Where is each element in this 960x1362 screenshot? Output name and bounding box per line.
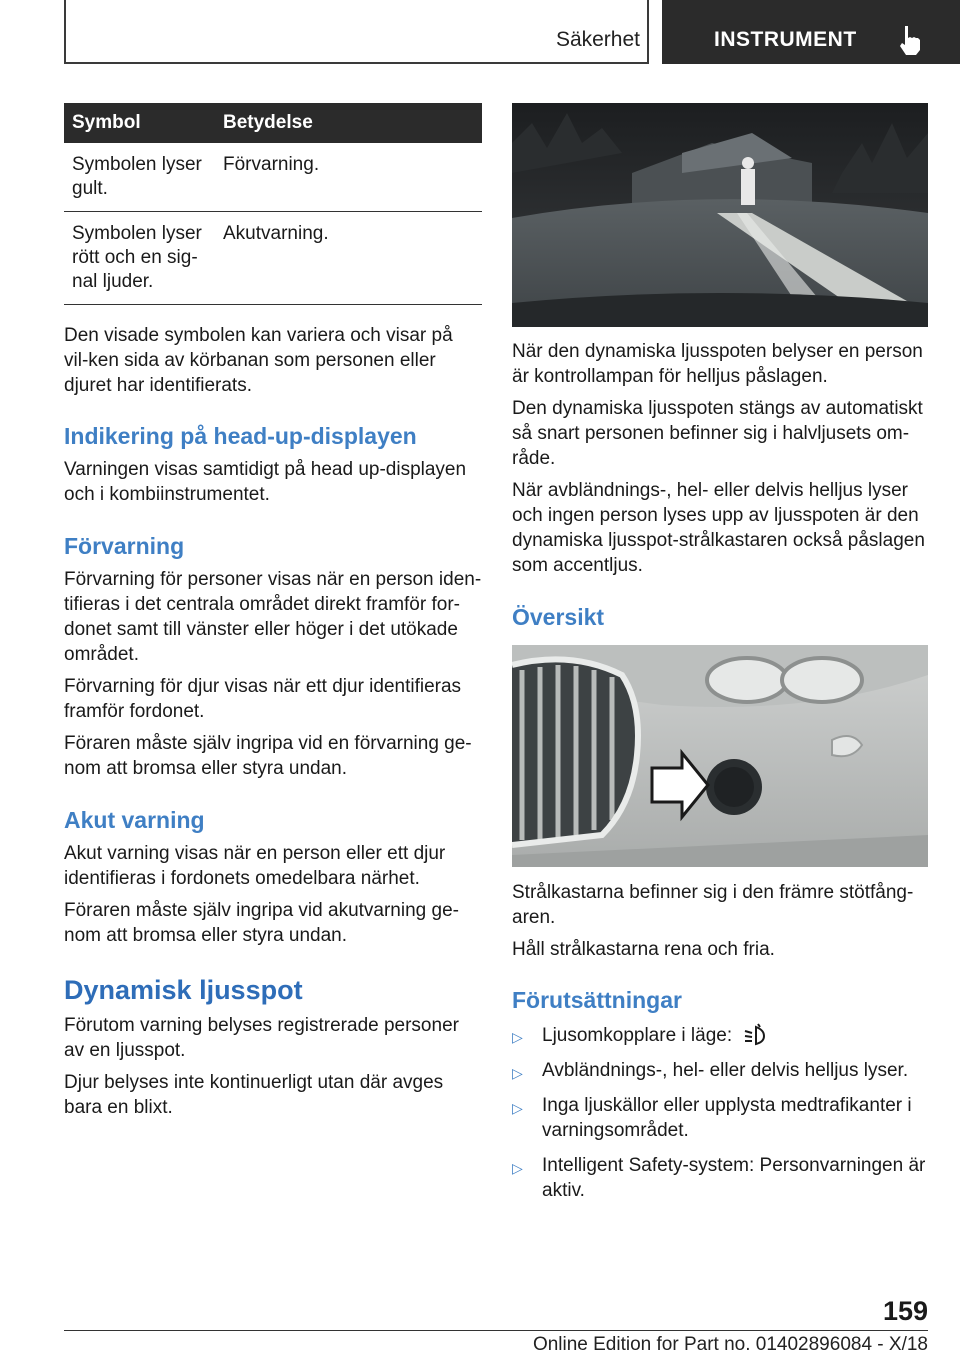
- header-chapter-label: INSTRUMENT: [714, 28, 857, 51]
- table-header-symbol: Symbol: [64, 103, 215, 143]
- dynamic-spot-paragraph-1: Förutom varning belyses registrerade personer av en ljusspot.: [64, 1015, 459, 1061]
- headlight-illustration: [512, 645, 928, 867]
- bullet-marker: ▷: [512, 1065, 523, 1081]
- list-item: [512, 1153, 928, 1203]
- list-item: [512, 1022, 928, 1048]
- intro-paragraph: Den visade symbolen kan variera och visar på vil-ken sida av körbanan som personen eller djuret har identifierats.: [64, 325, 453, 396]
- acute-warning-heading: Akut varning: [64, 807, 205, 833]
- header-section-label: Säkerhet: [555, 28, 640, 51]
- night-road-illustration: [512, 103, 928, 327]
- prewarning-paragraph-1: Förvarning för personer visas när en person iden-tifieras i det centrala området direkt framför for-donet samt till vänster eller höger i det utökade området.: [64, 569, 482, 665]
- list-item-text: Intelligent Safety-system: Personvarningen är aktiv.: [542, 1155, 926, 1201]
- footer-rule: [64, 1330, 928, 1331]
- bullet-marker: ▷: [512, 1100, 523, 1116]
- requirements-list: [512, 1022, 928, 1213]
- dynamic-spot-heading: Dynamisk ljusspot: [64, 975, 303, 1005]
- night-road-image: [512, 103, 928, 327]
- header-rule: [64, 62, 648, 64]
- table-cell: Förvarning.: [215, 143, 482, 212]
- spot-paragraph-2: Den dynamiska ljusspoten stängs av automatiskt så snart personen befinner sig i halvljusets om-råde.: [512, 398, 923, 469]
- spot-paragraph-3: När avbländnings-, hel- eller delvis helljus lyser och ingen person lyses upp av ljusspoten är den dynamiska ljusspot-strålkastaren också påslagen som accentljus.: [512, 480, 925, 576]
- table-cell: Symbolen lyser rött och en sig-nal ljuder.: [64, 212, 215, 305]
- headlight-image: [512, 645, 928, 867]
- pointing-hand-icon: [896, 24, 926, 56]
- acute-warning-paragraph-2: Föraren måste själv ingripa vid akutvarning ge-nom att bromsa eller styra undan.: [64, 900, 459, 946]
- table-header-meaning: Betydelse: [215, 103, 482, 143]
- header-left-border: [64, 0, 66, 64]
- table-cell: Symbolen lyser gult.: [64, 143, 215, 212]
- list-item: [512, 1093, 928, 1143]
- overview-heading: Översikt: [512, 604, 605, 630]
- list-item-text: Inga ljuskällor eller upplysta medtrafikanter i varningsområdet.: [542, 1095, 912, 1141]
- prewarning-paragraph-2: Förvarning för djur visas när ett djur identifieras framför fordonet.: [64, 676, 462, 722]
- bullet-marker: ▷: [512, 1029, 523, 1045]
- list-item-text: Avbländnings-, hel- eller delvis helljus lyser.: [542, 1060, 909, 1081]
- prewarning-paragraph-3: Föraren måste själv ingripa vid en förvarning ge-nom att bromsa eller styra undan.: [64, 733, 472, 779]
- table-row: [64, 212, 482, 305]
- hud-paragraph: Varningen visas samtidigt på head up-displayen och i kombiinstrumentet.: [64, 459, 467, 505]
- requirements-heading: Förutsättningar: [512, 987, 682, 1013]
- headlight-switch-icon: [743, 1022, 767, 1046]
- header-divider: [647, 0, 649, 64]
- spot-paragraph-1: När den dynamiska ljusspoten belyser en person är kontrollampan för helljus påslagen.: [512, 341, 923, 387]
- hud-heading: Indikering på head-up-displayen: [64, 423, 417, 449]
- symbol-table: [64, 103, 482, 305]
- table-row: [64, 143, 482, 212]
- table-header-row: [64, 103, 482, 143]
- bullet-marker: ▷: [512, 1160, 523, 1176]
- overview-paragraph-2: Håll strålkastarna rena och fria.: [512, 939, 775, 960]
- dynamic-spot-paragraph-2: Djur belyses inte kontinuerligt utan där avges bara en blixt.: [64, 1072, 444, 1118]
- header-chapter-tab[interactable]: [662, 0, 960, 64]
- prewarning-heading: Förvarning: [64, 533, 185, 559]
- acute-warning-paragraph-1: Akut varning visas när en person eller ett djur identifieras i fordonets omedelbara närhet.: [64, 843, 446, 889]
- list-item: [512, 1058, 928, 1083]
- table-cell: Akutvarning.: [215, 212, 482, 305]
- page-number: 159: [882, 1296, 928, 1326]
- list-item-text: Ljusomkopplare i läge:: [542, 1025, 733, 1046]
- footer-edition: Online Edition for Part no. 01402896084 - X/18: [532, 1334, 928, 1355]
- overview-paragraph-1: Strålkastarna befinner sig i den främre stötfång-aren.: [512, 882, 914, 928]
